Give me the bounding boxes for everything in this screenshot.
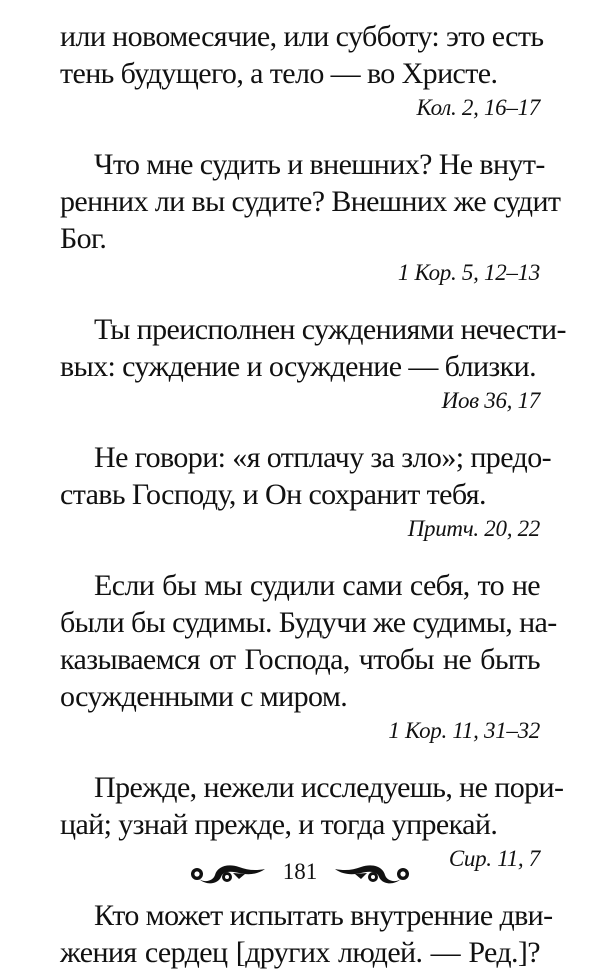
verse-paragraph	[60, 439, 551, 545]
text-line: или новомесячие, или субботу: это есть	[60, 20, 544, 53]
verse-reference: Иов 36, 17	[441, 388, 540, 413]
text-line: Бог.	[60, 222, 107, 255]
text-line: Ты преисполнен суждениями нечести-	[94, 313, 566, 346]
page-text	[60, 18, 566, 971]
page-number: 181	[282, 859, 318, 884]
scroll-ornament-right-icon	[333, 857, 411, 887]
text-line: Если бы мы судили сами себя, то не	[94, 569, 540, 602]
paragraph-gap	[60, 545, 540, 567]
paragraph-gap	[60, 747, 540, 769]
text-line: тень будущего, а тело — во Христе.	[60, 57, 498, 90]
verse-paragraph	[60, 311, 566, 417]
scroll-ornament-left-icon	[189, 857, 267, 887]
text-line: были бы судимы. Будучи же судимы, на-	[60, 606, 557, 639]
verse-paragraph	[60, 18, 544, 124]
verse-paragraph	[60, 567, 557, 747]
verse-reference: Сир. 11, 7	[448, 846, 540, 871]
verse-paragraph	[60, 146, 561, 289]
text-line: Не говори: «я отплачу за зло»; предо-	[94, 441, 551, 474]
paragraph-gap	[60, 417, 540, 439]
text-line: ренних ли вы судите? Внешних же судит	[60, 185, 561, 218]
verse-reference: Кол. 2, 16–17	[416, 95, 540, 120]
verse-reference: 1 Кор. 11, 31–32	[388, 718, 540, 743]
text-line: ставь Господу, и Он сохранит тебя.	[60, 478, 486, 511]
text-line: казываемся от Господа, чтобы не быть	[60, 643, 540, 676]
paragraph-gap	[60, 124, 540, 146]
text-line: Что мне судить и внешних? Не внут-	[94, 148, 545, 181]
text-line: жения сердец [других людей. — Ред.]?	[60, 936, 540, 969]
text-line: цай; узнай прежде, и тогда упрекай.	[60, 808, 498, 841]
text-line: осужденными с миром.	[60, 680, 348, 713]
verse-paragraph	[60, 897, 553, 971]
text-line: вых: суждение и осуждение — близки.	[60, 350, 536, 383]
verse-reference: Притч. 20, 22	[407, 516, 540, 541]
page-footer	[0, 852, 600, 892]
verse-reference: 1 Кор. 5, 12–13	[397, 260, 540, 285]
paragraph-gap	[60, 289, 540, 311]
text-line: Кто может испытать внутренние дви-	[94, 899, 553, 932]
text-line: Прежде, нежели исследуешь, не пори-	[94, 771, 564, 804]
